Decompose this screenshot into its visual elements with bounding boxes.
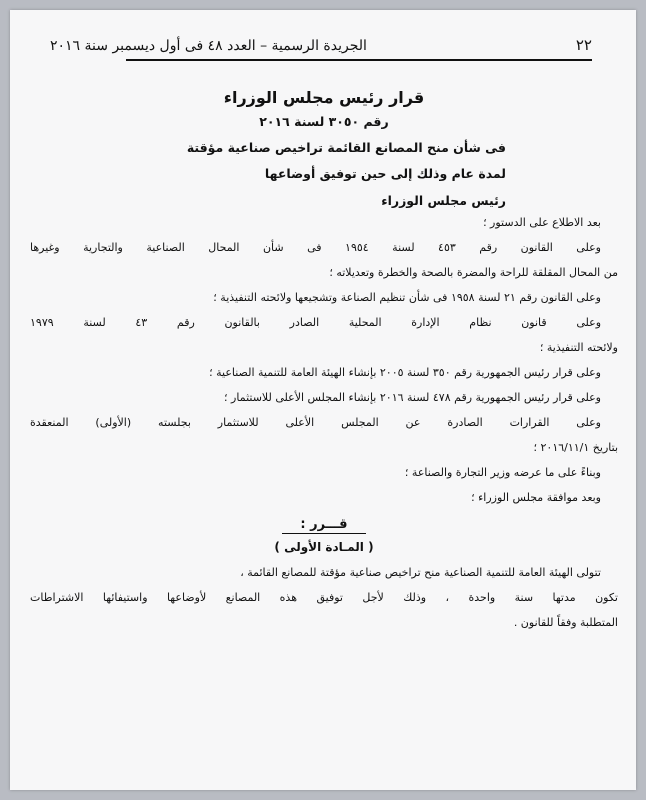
article-line: تتولى الهيئة العامة للتنمية الصناعية منح تراخيص صناعية مؤقتة للمصانع القائمة ، bbox=[240, 566, 601, 579]
gazette-issue-title: الجريدة الرسمية – العدد ٤٨ فى أول ديسمبر سنة ٢٠١٦ bbox=[50, 38, 367, 54]
preamble-line: من المحال المقلقة للراحة والمضرة بالصحة والخطرة وتعديلاته ؛ bbox=[329, 266, 618, 279]
preamble-line: بعد الاطلاع على الدستور ؛ bbox=[483, 216, 601, 229]
decree-subject bbox=[30, 139, 506, 183]
article-line: تكون مدتها سنة واحدة ، وذلك لأجل توفيق هذه المصانع لأوضاعها واستيفائها الاشتراطات bbox=[30, 591, 618, 604]
preamble-line: وعلى القانون رقم ٤٥٣ لسنة ١٩٥٤ فى شأن المحال الصناعية والتجارية وغيرها bbox=[30, 241, 601, 254]
preamble-line: وعلى قرار رئيس الجمهورية رقم ٤٧٨ لسنة ٢٠١٦ بإنشاء المجلس الأعلى للاستثمار ؛ bbox=[224, 391, 601, 404]
decision-heading-text: قـــرر : bbox=[282, 517, 365, 534]
preamble-line: ولائحته التنفيذية ؛ bbox=[539, 341, 618, 354]
preamble-line: بتاريخ ٢٠١٦/١١/١ ؛ bbox=[533, 441, 618, 454]
decree-title: قرار رئيس مجلس الوزراء bbox=[223, 88, 425, 107]
preamble-line: وبعد موافقة مجلس الوزراء ؛ bbox=[471, 491, 601, 504]
decree-number: رقم ٣٠٥٠ لسنة ٢٠١٦ bbox=[259, 114, 389, 129]
gazette-page bbox=[10, 10, 636, 790]
article-title: ( المـادة الأولى ) bbox=[274, 540, 374, 554]
article-line: المتطلبة وفقاً للقانون . bbox=[513, 616, 618, 629]
decree-body bbox=[30, 88, 618, 641]
preamble-line: وعلى قرار رئيس الجمهورية رقم ٣٥٠ لسنة ٢٠٠٥ بإنشاء الهيئة العامة للتنمية الصناعية ؛ bbox=[209, 366, 601, 379]
subject-line: لمدة عام وذلك إلى حين توفيق أوضاعها bbox=[264, 166, 506, 181]
preamble-line: وعلى القانون رقم ٢١ لسنة ١٩٥٨ فى شأن تنظيم الصناعة وتشجيعها ولائحته التنفيذية ؛ bbox=[213, 291, 601, 304]
preamble-line: وعلى القرارات الصادرة عن المجلس الأعلى للاستثمار بجلسته (الأولى) المنعقدة bbox=[30, 416, 601, 429]
decree-issuer: رئيس مجلس الوزراء bbox=[381, 193, 506, 208]
preamble-line: وعلى قانون نظام الإدارة المحلية الصادر بالقانون رقم ٤٣ لسنة ١٩٧٩ bbox=[30, 316, 602, 329]
page-number: ٢٢ bbox=[575, 36, 592, 54]
subject-line: فى شأن منح المصانع القائمة تراخيص صناعية مؤقتة bbox=[186, 140, 506, 155]
decision-heading bbox=[30, 517, 618, 532]
header-divider bbox=[126, 59, 592, 61]
page-header bbox=[50, 36, 592, 54]
preamble-line: وبناءً على ما عرضه وزير التجارة والصناعة ؛ bbox=[404, 466, 601, 479]
